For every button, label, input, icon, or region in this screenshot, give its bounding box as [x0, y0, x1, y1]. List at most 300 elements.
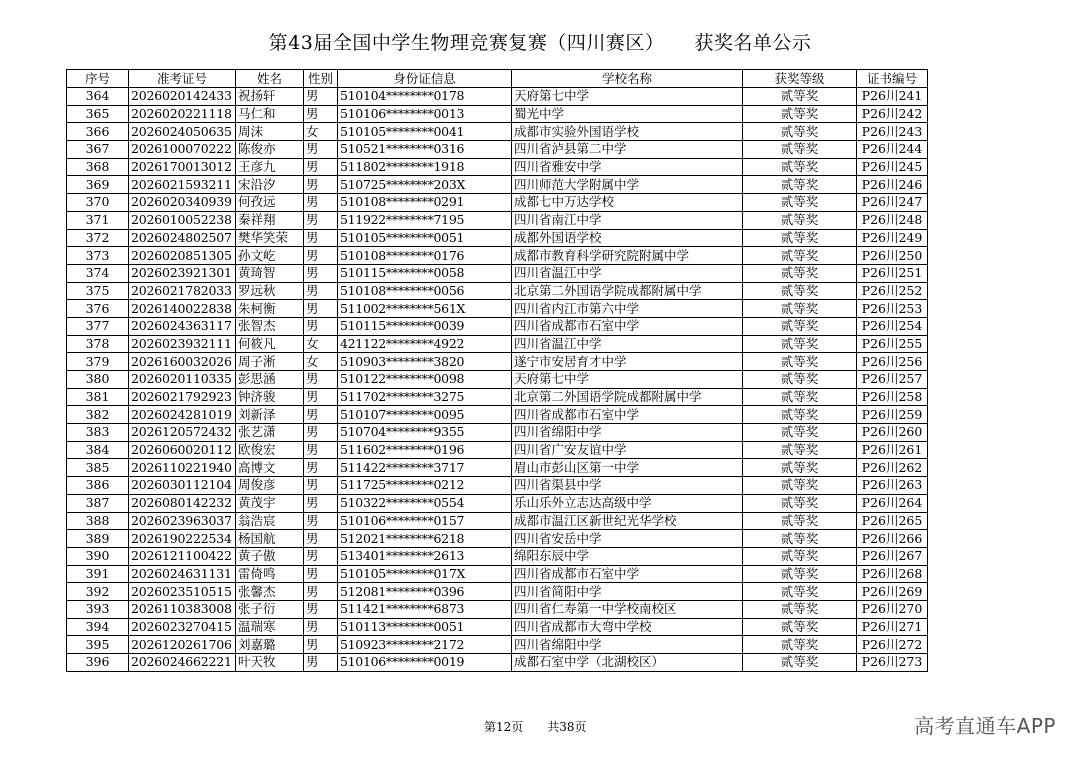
cell-sex: 男: [304, 441, 338, 459]
cell-sex: 女: [304, 335, 338, 353]
cell-cert: P26川254: [857, 317, 928, 335]
cell-sex: 男: [304, 141, 338, 159]
cell-no: 371: [67, 211, 129, 229]
cell-award: 贰等奖: [743, 494, 857, 512]
cell-name: 宋沿汐: [236, 176, 304, 194]
cell-name: 周俊彦: [236, 477, 304, 495]
cell-no: 394: [67, 618, 129, 636]
cell-exam-id: 2026030112104: [129, 477, 236, 495]
cell-school: 四川省温江中学: [512, 335, 743, 353]
cell-id-card: 421122********4922: [338, 335, 512, 353]
cell-sex: 男: [304, 406, 338, 424]
table-row: [67, 565, 928, 583]
cell-no: 392: [67, 583, 129, 601]
col-header-sex: 性别: [304, 70, 338, 88]
cell-exam-id: 2026060020112: [129, 441, 236, 459]
cell-no: 374: [67, 264, 129, 282]
cell-id-card: 510903********3820: [338, 353, 512, 371]
cell-award: 贰等奖: [743, 141, 857, 159]
cell-award: 贰等奖: [743, 512, 857, 530]
cell-no: 395: [67, 636, 129, 654]
cell-exam-id: 2026024050635: [129, 123, 236, 141]
cell-cert: P26川267: [857, 547, 928, 565]
cell-award: 贰等奖: [743, 654, 857, 672]
cell-id-card: 510115********0039: [338, 317, 512, 335]
cell-award: 贰等奖: [743, 618, 857, 636]
cell-exam-id: 2026021792923: [129, 388, 236, 406]
cell-school: 四川省内江市第六中学: [512, 300, 743, 318]
cell-no: 367: [67, 141, 129, 159]
cell-award: 贰等奖: [743, 158, 857, 176]
cell-school: 四川省广安友谊中学: [512, 441, 743, 459]
cell-award: 贰等奖: [743, 211, 857, 229]
cell-sex: 男: [304, 618, 338, 636]
cell-cert: P26川246: [857, 176, 928, 194]
cell-sex: 男: [304, 229, 338, 247]
cell-no: 390: [67, 547, 129, 565]
cell-school: 成都市温江区新世纪光华学校: [512, 512, 743, 530]
cell-exam-id: 2026020340939: [129, 194, 236, 212]
cell-name: 黄子傲: [236, 547, 304, 565]
cell-award: 贰等奖: [743, 441, 857, 459]
cell-school: 四川省成都市石室中学: [512, 406, 743, 424]
cell-id-card: 510106********0157: [338, 512, 512, 530]
cell-sex: 男: [304, 264, 338, 282]
cell-exam-id: 2026023270415: [129, 618, 236, 636]
cell-award: 贰等奖: [743, 530, 857, 548]
cell-award: 贰等奖: [743, 459, 857, 477]
col-header-school: 学校名称: [512, 70, 743, 88]
cell-award: 贰等奖: [743, 565, 857, 583]
cell-sex: 男: [304, 176, 338, 194]
table-row: [67, 300, 928, 318]
table-row: [67, 105, 928, 123]
cell-id-card: 511002********561X: [338, 300, 512, 318]
cell-sex: 男: [304, 282, 338, 300]
cell-school: 四川省成都市石室中学: [512, 565, 743, 583]
cell-no: 378: [67, 335, 129, 353]
cell-id-card: 512021********6218: [338, 530, 512, 548]
table-row: [67, 123, 928, 141]
table-row: [67, 211, 928, 229]
cell-cert: P26川265: [857, 512, 928, 530]
cell-no: 364: [67, 88, 129, 106]
cell-id-card: 510108********0291: [338, 194, 512, 212]
cell-exam-id: 2026024363117: [129, 317, 236, 335]
cell-exam-id: 2026170013012: [129, 158, 236, 176]
cell-cert: P26川258: [857, 388, 928, 406]
cell-exam-id: 2026024281019: [129, 406, 236, 424]
cell-id-card: 510521********0316: [338, 141, 512, 159]
cell-sex: 男: [304, 547, 338, 565]
cell-sex: 男: [304, 194, 338, 212]
cell-name: 祝扬轩: [236, 88, 304, 106]
cell-id-card: 510725********203X: [338, 176, 512, 194]
cell-school: 成都市教育科学研究院附属中学: [512, 247, 743, 265]
cell-award: 贰等奖: [743, 300, 857, 318]
cell-school: 天府第七中学: [512, 371, 743, 389]
col-header-name: 姓名: [236, 70, 304, 88]
cell-sex: 男: [304, 158, 338, 176]
cell-cert: P26川255: [857, 335, 928, 353]
cell-name: 张馨杰: [236, 583, 304, 601]
cell-award: 贰等奖: [743, 335, 857, 353]
cell-award: 贰等奖: [743, 88, 857, 106]
cell-sex: 女: [304, 123, 338, 141]
cell-no: 379: [67, 353, 129, 371]
cell-sex: 男: [304, 388, 338, 406]
cell-id-card: 510105********017X: [338, 565, 512, 583]
cell-cert: P26川248: [857, 211, 928, 229]
cell-id-card: 511422********3717: [338, 459, 512, 477]
cell-exam-id: 2026190222534: [129, 530, 236, 548]
cell-name: 黄茂宇: [236, 494, 304, 512]
title-sub: 获奖名单公示: [694, 32, 812, 54]
cell-cert: P26川250: [857, 247, 928, 265]
cell-id-card: 510107********0095: [338, 406, 512, 424]
table-row: [67, 317, 928, 335]
cell-award: 贰等奖: [743, 353, 857, 371]
table-row: [67, 335, 928, 353]
cell-cert: P26川242: [857, 105, 928, 123]
cell-sex: 男: [304, 494, 338, 512]
cell-award: 贰等奖: [743, 388, 857, 406]
cell-no: 377: [67, 317, 129, 335]
cell-sex: 男: [304, 600, 338, 618]
col-header-exam-id: 准考证号: [129, 70, 236, 88]
cell-cert: P26川273: [857, 654, 928, 672]
cell-sex: 男: [304, 512, 338, 530]
cell-name: 罗远秋: [236, 282, 304, 300]
cell-no: 366: [67, 123, 129, 141]
table-row: [67, 441, 928, 459]
cell-school: 成都外国语学校: [512, 229, 743, 247]
cell-name: 翁浩宸: [236, 512, 304, 530]
cell-id-card: 510105********0051: [338, 229, 512, 247]
cell-id-card: 510108********0176: [338, 247, 512, 265]
cell-school: 四川省成都市石室中学: [512, 317, 743, 335]
cell-exam-id: 2026020110335: [129, 371, 236, 389]
cell-school: 眉山市彭山区第一中学: [512, 459, 743, 477]
cell-sex: 男: [304, 317, 338, 335]
cell-cert: P26川245: [857, 158, 928, 176]
cell-exam-id: 2026023963037: [129, 512, 236, 530]
cell-no: 370: [67, 194, 129, 212]
cell-cert: P26川263: [857, 477, 928, 495]
col-header-award: 获奖等级: [743, 70, 857, 88]
cell-cert: P26川247: [857, 194, 928, 212]
table-row: [67, 547, 928, 565]
cell-name: 温瑞寒: [236, 618, 304, 636]
cell-id-card: 512081********0396: [338, 583, 512, 601]
table-row: [67, 530, 928, 548]
table-row: [67, 229, 928, 247]
cell-id-card: 510115********0058: [338, 264, 512, 282]
table-header-row: [67, 70, 928, 88]
cell-id-card: 510322********0554: [338, 494, 512, 512]
cell-school: 绵阳东辰中学: [512, 547, 743, 565]
table-row: [67, 176, 928, 194]
cell-sex: 男: [304, 300, 338, 318]
cell-school: 四川省绵阳中学: [512, 636, 743, 654]
table-row: [67, 494, 928, 512]
cell-no: 368: [67, 158, 129, 176]
cell-sex: 男: [304, 477, 338, 495]
table-row: [67, 636, 928, 654]
cell-exam-id: 2026120572432: [129, 424, 236, 442]
cell-award: 贰等奖: [743, 176, 857, 194]
cell-name: 何孜远: [236, 194, 304, 212]
cell-sex: 男: [304, 530, 338, 548]
cell-no: 396: [67, 654, 129, 672]
cell-sex: 男: [304, 654, 338, 672]
cell-name: 张艺潇: [236, 424, 304, 442]
cell-name: 朱柯衡: [236, 300, 304, 318]
cell-id-card: 511702********3275: [338, 388, 512, 406]
col-header-no: 序号: [67, 70, 129, 88]
cell-sex: 男: [304, 583, 338, 601]
cell-school: 四川省渠县中学: [512, 477, 743, 495]
page-title: [0, 28, 1080, 55]
table-row: [67, 88, 928, 106]
cell-cert: P26川268: [857, 565, 928, 583]
cell-award: 贰等奖: [743, 600, 857, 618]
watermark: 高考直通车APP: [914, 714, 1056, 738]
cell-id-card: 511421********6873: [338, 600, 512, 618]
cell-award: 贰等奖: [743, 194, 857, 212]
cell-exam-id: 2026120261706: [129, 636, 236, 654]
cell-award: 贰等奖: [743, 247, 857, 265]
cell-name: 樊华笑荣: [236, 229, 304, 247]
cell-exam-id: 2026021593211: [129, 176, 236, 194]
cell-cert: P26川272: [857, 636, 928, 654]
table-row: [67, 264, 928, 282]
cell-sex: 男: [304, 636, 338, 654]
cell-cert: P26川270: [857, 600, 928, 618]
cell-exam-id: 2026110221940: [129, 459, 236, 477]
cell-id-card: 510108********0056: [338, 282, 512, 300]
cell-cert: P26川260: [857, 424, 928, 442]
cell-name: 陈俊亦: [236, 141, 304, 159]
cell-no: 375: [67, 282, 129, 300]
cell-no: 373: [67, 247, 129, 265]
table-row: [67, 371, 928, 389]
cell-name: 周沫: [236, 123, 304, 141]
table-row: [67, 388, 928, 406]
cell-cert: P26川259: [857, 406, 928, 424]
cell-no: 383: [67, 424, 129, 442]
cell-award: 贰等奖: [743, 477, 857, 495]
page-total: 共38页: [547, 720, 587, 734]
table-row: [67, 512, 928, 530]
cell-cert: P26川257: [857, 371, 928, 389]
cell-id-card: 511922********7195: [338, 211, 512, 229]
cell-school: 乐山乐外立志达高级中学: [512, 494, 743, 512]
cell-exam-id: 2026024662221: [129, 654, 236, 672]
cell-school: 四川省泸县第二中学: [512, 141, 743, 159]
cell-no: 389: [67, 530, 129, 548]
cell-cert: P26川261: [857, 441, 928, 459]
title-main: 第43届全国中学生物理竞赛复赛（四川赛区）: [268, 32, 665, 54]
cell-sex: 女: [304, 353, 338, 371]
cell-exam-id: 2026024631131: [129, 565, 236, 583]
cell-sex: 男: [304, 424, 338, 442]
cell-name: 孙文屹: [236, 247, 304, 265]
cell-id-card: 510704********9355: [338, 424, 512, 442]
cell-cert: P26川253: [857, 300, 928, 318]
cell-exam-id: 2026110383008: [129, 600, 236, 618]
cell-name: 刘新泽: [236, 406, 304, 424]
table-row: [67, 459, 928, 477]
cell-id-card: 510923********2172: [338, 636, 512, 654]
cell-name: 刘嘉璐: [236, 636, 304, 654]
cell-school: 四川师范大学附属中学: [512, 176, 743, 194]
cell-no: 365: [67, 105, 129, 123]
cell-name: 叶天牧: [236, 654, 304, 672]
cell-no: 393: [67, 600, 129, 618]
cell-cert: P26川256: [857, 353, 928, 371]
cell-cert: P26川244: [857, 141, 928, 159]
cell-school: 北京第二外国语学院成都附属中学: [512, 388, 743, 406]
cell-award: 贰等奖: [743, 317, 857, 335]
cell-cert: P26川262: [857, 459, 928, 477]
cell-name: 周子淅: [236, 353, 304, 371]
cell-id-card: 511802********1918: [338, 158, 512, 176]
cell-no: 384: [67, 441, 129, 459]
table-row: [67, 141, 928, 159]
cell-award: 贰等奖: [743, 371, 857, 389]
cell-award: 贰等奖: [743, 583, 857, 601]
cell-school: 四川省简阳中学: [512, 583, 743, 601]
cell-sex: 男: [304, 459, 338, 477]
table-row: [67, 353, 928, 371]
table-row: [67, 654, 928, 672]
table-row: [67, 247, 928, 265]
cell-no: 372: [67, 229, 129, 247]
table-row: [67, 424, 928, 442]
cell-exam-id: 2026100070222: [129, 141, 236, 159]
cell-award: 贰等奖: [743, 547, 857, 565]
cell-school: 蜀光中学: [512, 105, 743, 123]
cell-sex: 男: [304, 565, 338, 583]
cell-cert: P26川266: [857, 530, 928, 548]
cell-name: 彭思涵: [236, 371, 304, 389]
cell-id-card: 510106********0019: [338, 654, 512, 672]
cell-name: 马仁和: [236, 105, 304, 123]
cell-id-card: 510113********0051: [338, 618, 512, 636]
cell-cert: P26川269: [857, 583, 928, 601]
cell-no: 386: [67, 477, 129, 495]
cell-no: 376: [67, 300, 129, 318]
table-row: [67, 194, 928, 212]
cell-school: 遂宁市安居育才中学: [512, 353, 743, 371]
cell-award: 贰等奖: [743, 264, 857, 282]
award-table: [66, 69, 928, 672]
table-row: [67, 477, 928, 495]
cell-school: 北京第二外国语学院成都附属中学: [512, 282, 743, 300]
table-row: [67, 618, 928, 636]
cell-id-card: 511602********0196: [338, 441, 512, 459]
cell-no: 381: [67, 388, 129, 406]
cell-school: 四川省雅安中学: [512, 158, 743, 176]
cell-award: 贰等奖: [743, 282, 857, 300]
cell-no: 380: [67, 371, 129, 389]
cell-no: 387: [67, 494, 129, 512]
cell-name: 雷倚鸣: [236, 565, 304, 583]
cell-exam-id: 2026021782033: [129, 282, 236, 300]
cell-school: 成都七中万达学校: [512, 194, 743, 212]
table-row: [67, 583, 928, 601]
cell-school: 四川省成都市大弯中学校: [512, 618, 743, 636]
cell-school: 四川省安岳中学: [512, 530, 743, 548]
cell-school: 成都石室中学（北湖校区）: [512, 654, 743, 672]
cell-award: 贰等奖: [743, 406, 857, 424]
cell-exam-id: 2026024802507: [129, 229, 236, 247]
cell-cert: P26川271: [857, 618, 928, 636]
cell-name: 杨国航: [236, 530, 304, 548]
cell-cert: P26川252: [857, 282, 928, 300]
cell-award: 贰等奖: [743, 636, 857, 654]
cell-exam-id: 2026010052238: [129, 211, 236, 229]
cell-exam-id: 2026020142433: [129, 88, 236, 106]
col-header-cert: 证书编号: [857, 70, 928, 88]
cell-exam-id: 2026160032026: [129, 353, 236, 371]
cell-award: 贰等奖: [743, 424, 857, 442]
cell-school: 成都市实验外国语学校: [512, 123, 743, 141]
cell-exam-id: 2026140022838: [129, 300, 236, 318]
cell-cert: P26川241: [857, 88, 928, 106]
col-header-id-card: 身份证信息: [338, 70, 512, 88]
table-row: [67, 282, 928, 300]
page-number: 第12页: [484, 720, 524, 734]
cell-cert: P26川251: [857, 264, 928, 282]
cell-id-card: 510104********0178: [338, 88, 512, 106]
cell-no: 382: [67, 406, 129, 424]
cell-id-card: 510122********0098: [338, 371, 512, 389]
cell-id-card: 510105********0041: [338, 123, 512, 141]
cell-school: 四川省绵阳中学: [512, 424, 743, 442]
cell-sex: 男: [304, 247, 338, 265]
cell-name: 张智杰: [236, 317, 304, 335]
cell-sex: 男: [304, 371, 338, 389]
cell-sex: 男: [304, 211, 338, 229]
cell-exam-id: 2026020851305: [129, 247, 236, 265]
cell-name: 王彦九: [236, 158, 304, 176]
cell-sex: 男: [304, 105, 338, 123]
cell-award: 贰等奖: [743, 229, 857, 247]
cell-name: 钟济骏: [236, 388, 304, 406]
table-row: [67, 158, 928, 176]
cell-no: 369: [67, 176, 129, 194]
cell-cert: P26川249: [857, 229, 928, 247]
cell-school: 四川省南江中学: [512, 211, 743, 229]
cell-award: 贰等奖: [743, 123, 857, 141]
table-row: [67, 406, 928, 424]
cell-exam-id: 2026023921301: [129, 264, 236, 282]
table-body: [67, 88, 928, 672]
cell-no: 388: [67, 512, 129, 530]
page-footer: [484, 718, 587, 735]
cell-name: 秦祥翔: [236, 211, 304, 229]
cell-exam-id: 2026020221118: [129, 105, 236, 123]
cell-name: 黄琦智: [236, 264, 304, 282]
table-row: [67, 600, 928, 618]
cell-school: 天府第七中学: [512, 88, 743, 106]
cell-cert: P26川243: [857, 123, 928, 141]
cell-no: 391: [67, 565, 129, 583]
cell-id-card: 513401********2613: [338, 547, 512, 565]
cell-name: 高博文: [236, 459, 304, 477]
